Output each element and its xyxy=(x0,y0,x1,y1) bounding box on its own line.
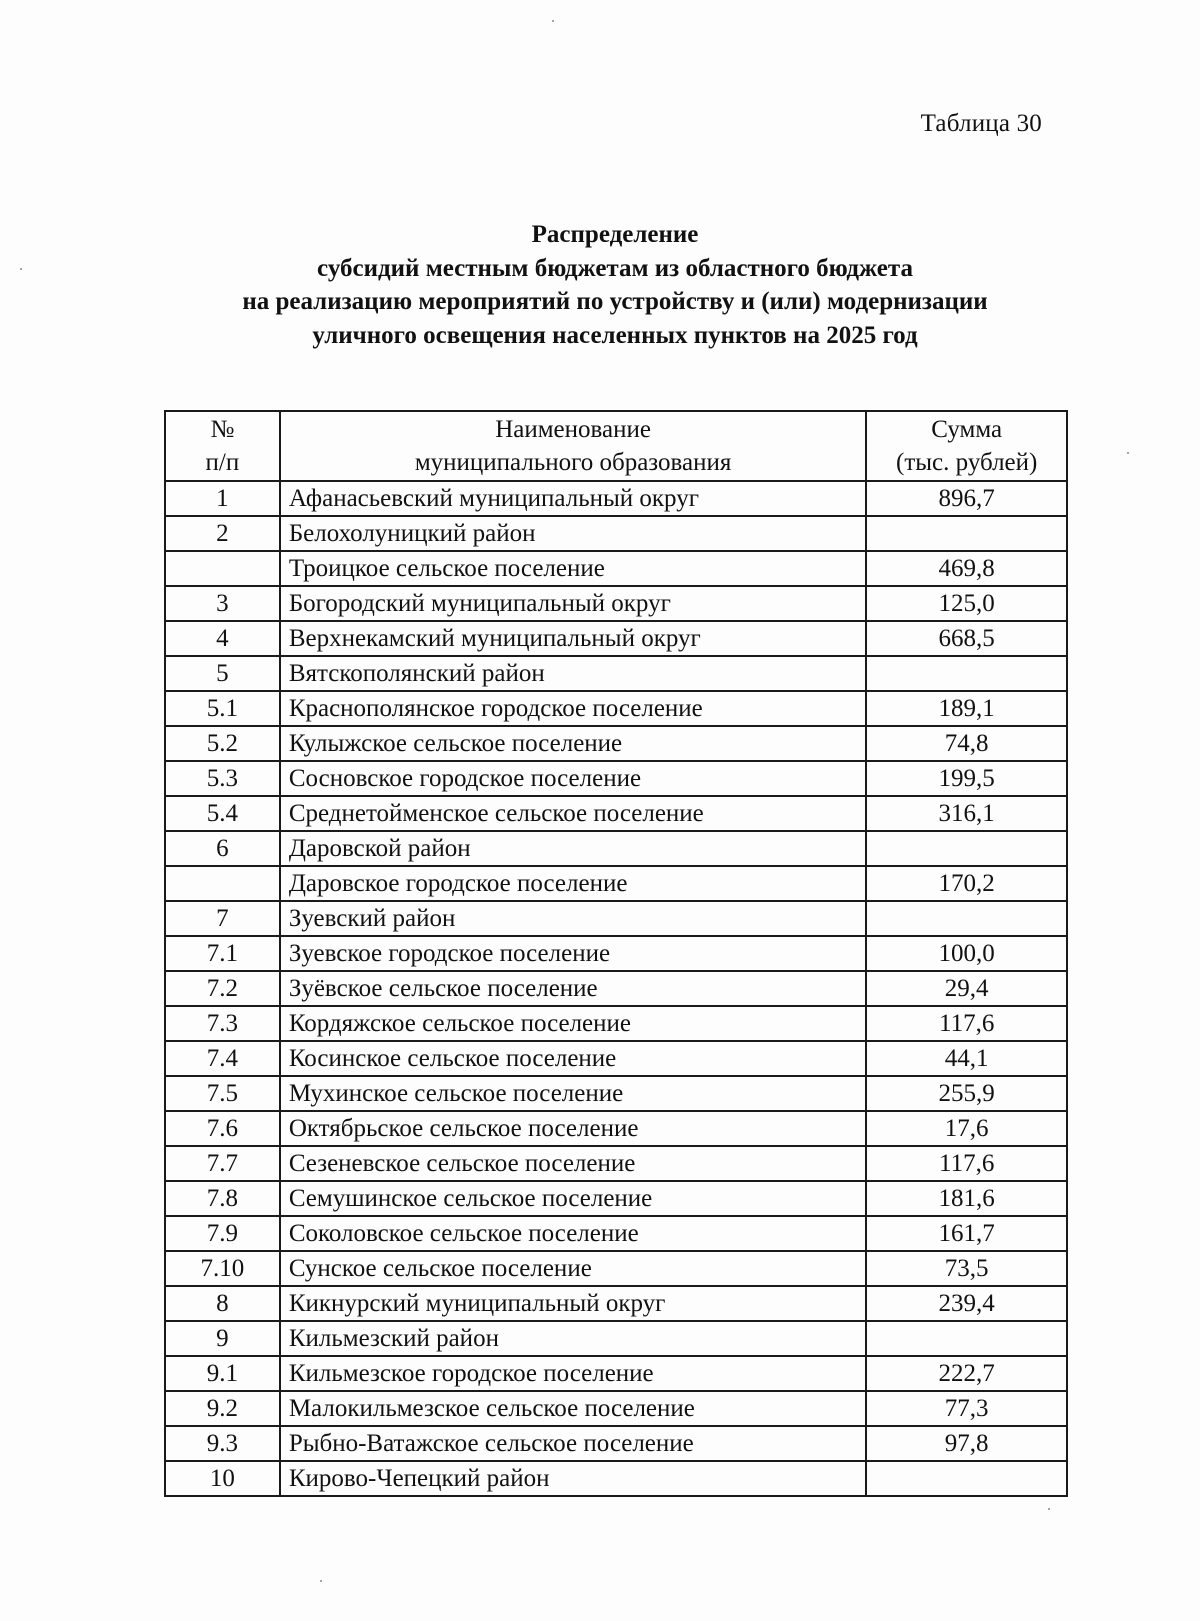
scan-speck xyxy=(20,268,22,270)
row-number-cell: 5.2 xyxy=(165,726,280,761)
table-row xyxy=(165,1216,1067,1251)
municipality-name-cell: Соколовское сельское поселение xyxy=(280,1216,867,1251)
row-number-cell: 7.10 xyxy=(165,1251,280,1286)
municipality-name-cell: Малокильмезское сельское поселение xyxy=(280,1391,867,1426)
municipality-name-cell: Троицкое сельское поселение xyxy=(280,551,867,586)
amount-cell: 97,8 xyxy=(866,1426,1067,1461)
row-number-cell: 7.3 xyxy=(165,1006,280,1041)
amount-cell: 125,0 xyxy=(866,586,1067,621)
municipality-name-cell: Зуёвское сельское поселение xyxy=(280,971,867,1006)
row-number-cell xyxy=(165,551,280,586)
table-row xyxy=(165,901,1067,936)
amount-cell xyxy=(866,656,1067,691)
row-number-cell: 4 xyxy=(165,621,280,656)
table-row xyxy=(165,936,1067,971)
table-row xyxy=(165,621,1067,656)
table-row xyxy=(165,1076,1067,1111)
table-row xyxy=(165,1146,1067,1181)
row-number-cell: 8 xyxy=(165,1286,280,1321)
table-row xyxy=(165,831,1067,866)
table-row xyxy=(165,551,1067,586)
header-number-line1: № xyxy=(210,416,235,443)
municipality-name-cell: Кикнурский муниципальный округ xyxy=(280,1286,867,1321)
row-number-cell: 5.4 xyxy=(165,796,280,831)
table-row xyxy=(165,796,1067,831)
amount-cell: 189,1 xyxy=(866,691,1067,726)
amount-cell: 74,8 xyxy=(866,726,1067,761)
scan-speck xyxy=(1127,452,1129,454)
table-row xyxy=(165,971,1067,1006)
row-number-cell: 10 xyxy=(165,1461,280,1496)
document-title xyxy=(150,218,1080,352)
amount-cell: 29,4 xyxy=(866,971,1067,1006)
table-row xyxy=(165,1461,1067,1496)
table-row xyxy=(165,1391,1067,1426)
subsidy-table xyxy=(164,410,1068,1497)
amount-cell: 117,6 xyxy=(866,1146,1067,1181)
table-row xyxy=(165,586,1067,621)
table-row xyxy=(165,726,1067,761)
amount-cell xyxy=(866,901,1067,936)
amount-cell: 181,6 xyxy=(866,1181,1067,1216)
table-row xyxy=(165,1111,1067,1146)
row-number-cell: 7.6 xyxy=(165,1111,280,1146)
table-body xyxy=(165,481,1067,1496)
row-number-cell: 7.5 xyxy=(165,1076,280,1111)
amount-cell: 239,4 xyxy=(866,1286,1067,1321)
municipality-name-cell: Кордяжское сельское поселение xyxy=(280,1006,867,1041)
scan-speck xyxy=(552,20,554,22)
municipality-name-cell: Кильмезское городское поселение xyxy=(280,1356,867,1391)
table-row xyxy=(165,1041,1067,1076)
municipality-name-cell: Богородский муниципальный округ xyxy=(280,586,867,621)
municipality-name-cell: Кулыжское сельское поселение xyxy=(280,726,867,761)
municipality-name-cell: Сезеневское сельское поселение xyxy=(280,1146,867,1181)
municipality-name-cell: Вятскополянский район xyxy=(280,656,867,691)
amount-cell: 100,0 xyxy=(866,936,1067,971)
amount-cell: 255,9 xyxy=(866,1076,1067,1111)
row-number-cell: 9 xyxy=(165,1321,280,1356)
scan-speck xyxy=(320,1580,322,1582)
header-number xyxy=(165,411,280,481)
table-row xyxy=(165,1181,1067,1216)
municipality-name-cell: Октябрьское сельское поселение xyxy=(280,1111,867,1146)
row-number-cell: 7.2 xyxy=(165,971,280,1006)
table-row xyxy=(165,1321,1067,1356)
row-number-cell xyxy=(165,866,280,901)
table-row xyxy=(165,516,1067,551)
amount-cell: 73,5 xyxy=(866,1251,1067,1286)
municipality-name-cell: Кирово-Чепецкий район xyxy=(280,1461,867,1496)
amount-cell xyxy=(866,831,1067,866)
row-number-cell: 7.4 xyxy=(165,1041,280,1076)
row-number-cell: 7 xyxy=(165,901,280,936)
title-line: уличного освещения населенных пунктов на 2025 год xyxy=(312,321,918,349)
municipality-name-cell: Зуевский район xyxy=(280,901,867,936)
row-number-cell: 7.9 xyxy=(165,1216,280,1251)
table-row xyxy=(165,1426,1067,1461)
title-line: на реализацию мероприятий по устройству и (или) модернизации xyxy=(242,288,988,315)
amount-cell: 161,7 xyxy=(866,1216,1067,1251)
amount-cell: 199,5 xyxy=(866,761,1067,796)
header-name-line1: Наименование xyxy=(495,416,651,443)
row-number-cell: 5 xyxy=(165,656,280,691)
row-number-cell: 7.7 xyxy=(165,1146,280,1181)
header-sum xyxy=(866,411,1067,481)
title-line: субсидий местным бюджетам из областного бюджета xyxy=(317,254,913,282)
municipality-name-cell: Мухинское сельское поселение xyxy=(280,1076,867,1111)
scan-speck xyxy=(1048,1508,1050,1510)
row-number-cell: 5.3 xyxy=(165,761,280,796)
header-name-line2: муниципального образования xyxy=(414,449,732,476)
table-row xyxy=(165,691,1067,726)
municipality-name-cell: Семушинское сельское поселение xyxy=(280,1181,867,1216)
municipality-name-cell: Сосновское городское поселение xyxy=(280,761,867,796)
amount-cell: 117,6 xyxy=(866,1006,1067,1041)
municipality-name-cell: Косинское сельское поселение xyxy=(280,1041,867,1076)
header-sum-line1: Сумма xyxy=(931,416,1003,443)
municipality-name-cell: Зуевское городское поселение xyxy=(280,936,867,971)
amount-cell: 17,6 xyxy=(866,1111,1067,1146)
row-number-cell: 9.1 xyxy=(165,1356,280,1391)
header-name xyxy=(280,411,867,481)
table-row xyxy=(165,866,1067,901)
row-number-cell: 3 xyxy=(165,586,280,621)
municipality-name-cell: Белохолуницкий район xyxy=(280,516,867,551)
row-number-cell: 2 xyxy=(165,516,280,551)
row-number-cell: 6 xyxy=(165,831,280,866)
municipality-name-cell: Афанасьевский муниципальный округ xyxy=(280,481,867,516)
municipality-name-cell: Даровское городское поселение xyxy=(280,866,867,901)
title-line: Распределение xyxy=(531,221,699,248)
amount-cell: 44,1 xyxy=(866,1041,1067,1076)
header-sum-line2: (тыс. рублей) xyxy=(896,449,1038,476)
row-number-cell: 7.8 xyxy=(165,1181,280,1216)
municipality-name-cell: Краснополянское городское поселение xyxy=(280,691,867,726)
table-row xyxy=(165,761,1067,796)
row-number-cell: 5.1 xyxy=(165,691,280,726)
table-row xyxy=(165,1286,1067,1321)
amount-cell: 316,1 xyxy=(866,796,1067,831)
table-number-label: Таблица 30 xyxy=(920,110,1042,137)
municipality-name-cell: Кильмезский район xyxy=(280,1321,867,1356)
table-row xyxy=(165,1006,1067,1041)
table-row xyxy=(165,1356,1067,1391)
amount-cell: 222,7 xyxy=(866,1356,1067,1391)
amount-cell: 469,8 xyxy=(866,551,1067,586)
amount-cell: 896,7 xyxy=(866,481,1067,516)
municipality-name-cell: Даровской район xyxy=(280,831,867,866)
amount-cell xyxy=(866,516,1067,551)
amount-cell: 170,2 xyxy=(866,866,1067,901)
amount-cell xyxy=(866,1321,1067,1356)
municipality-name-cell: Сунское сельское поселение xyxy=(280,1251,867,1286)
row-number-cell: 9.3 xyxy=(165,1426,280,1461)
municipality-name-cell: Рыбно-Ватажское сельское поселение xyxy=(280,1426,867,1461)
row-number-cell: 1 xyxy=(165,481,280,516)
amount-cell xyxy=(866,1461,1067,1496)
table-row xyxy=(165,481,1067,516)
header-number-line2: п/п xyxy=(205,449,240,476)
table-row xyxy=(165,656,1067,691)
table-header-row xyxy=(165,411,1067,481)
municipality-name-cell: Среднетойменское сельское поселение xyxy=(280,796,867,831)
row-number-cell: 9.2 xyxy=(165,1391,280,1426)
municipality-name-cell: Верхнекамский муниципальный округ xyxy=(280,621,867,656)
row-number-cell: 7.1 xyxy=(165,936,280,971)
amount-cell: 77,3 xyxy=(866,1391,1067,1426)
table-row xyxy=(165,1251,1067,1286)
amount-cell: 668,5 xyxy=(866,621,1067,656)
